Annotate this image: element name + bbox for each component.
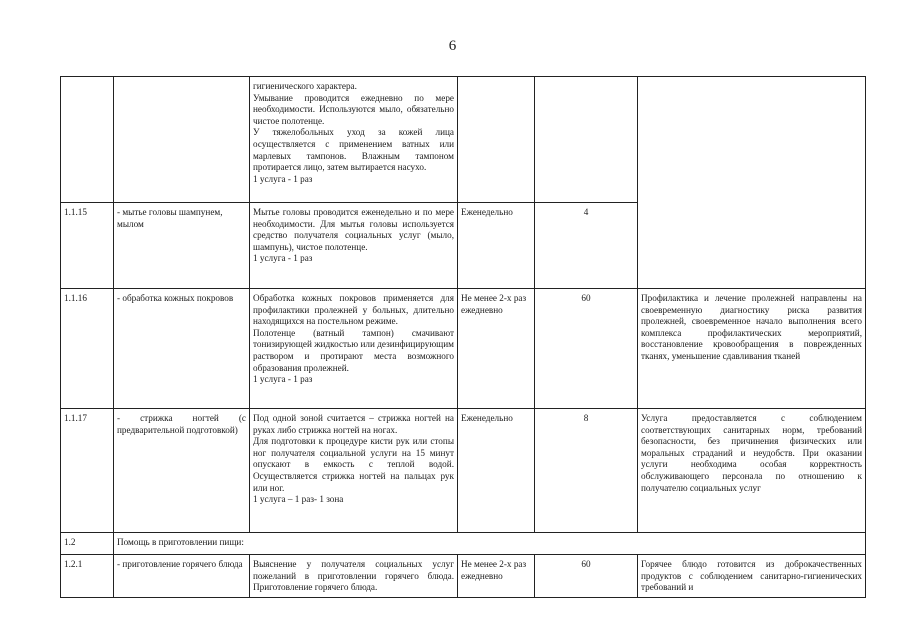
row-code-cell: 1.2 <box>61 533 114 555</box>
row-volume-cell: 8 <box>535 409 638 533</box>
row-name-cell: - мытье головы шампунем, мылом <box>114 203 250 289</box>
description-line: 1 услуга - 1 раз <box>253 374 313 385</box>
description-line: У тяжелобольных уход за кожей лица осуществляется с применением ватных или марлевых тампонов. Влажным тампоном протирается лицо, затем вытирается насухо. <box>253 127 454 173</box>
description-line: Мытье головы проводится еженедельно и по мере необходимости. Для мытья головы используется средство получателя социальных услуг (мыло, шампунь), чистое полотенце. <box>253 207 454 252</box>
row-frequency-cell: Еженедельно <box>458 409 535 533</box>
row-description-cell <box>250 289 458 409</box>
row-description-cell <box>250 203 458 289</box>
row-code-cell: 1.2.1 <box>61 555 114 598</box>
row-name-cell: - обработка кожных покровов <box>114 289 250 409</box>
row-conditions-cell: Профилактика и лечение пролежней направлены на своевременную диагностику риска развития пролежней, своевременное начало выполнения всего комплекса профилактических мероприятий, восстановление кровообращения в поврежденных тканях, уменьшение сдавливания тканей <box>638 289 866 409</box>
description-line: гигиенического характера. <box>253 81 357 91</box>
row-name-cell: - приготовление горячего блюда <box>114 555 250 598</box>
description-line: 1 услуга - 1 раз <box>253 253 313 264</box>
description-line: 1 услуга – 1 раз- 1 зона <box>253 494 344 505</box>
row-conditions-cell: Услуга предоставляется с соблюдением соответствующих санитарных норм, требований безопасности, без причинения физических или моральных страданий и неудобств. При оказании услуги необходима особая корректность обслуживающего персонала по отношению к получателю социальных услуг <box>638 409 866 533</box>
description-line: Для подготовки к процедуре кисти рук или стопы ног получателя социальной услуги на 15 минут опускают в емкость с теплой водой. Осуществляется стрижка ногтей на пальцах рук или ног. <box>253 436 454 493</box>
description-line: Выяснение у получателя социальных услуг пожеланий в приготовлении горячего блюда. Приготовление горячего блюда. <box>253 559 454 593</box>
description-line: Под одной зоной считается – стрижка ногтей на руках либо стрижка ногтей на ногах. <box>253 413 454 435</box>
row-frequency-cell <box>458 77 535 203</box>
table-row <box>61 77 866 203</box>
row-name-cell: - стрижка ногтей (с предварительной подготовкой) <box>114 409 250 533</box>
row-conditions-cell: Горячее блюдо готовится из доброкачественных продуктов с соблюдением санитарно-гигиенических требований и <box>638 555 866 598</box>
description-line: Умывание проводится ежедневно по мере необходимости. Используются мыло, обязательно чистое полотенце. <box>253 92 454 126</box>
description-line: Обработка кожных покровов применяется для профилактики пролежней у больных, длительно находящихся на постельном режиме. <box>253 293 454 327</box>
row-frequency-cell: Не менее 2-х раз ежедневно <box>458 289 535 409</box>
services-table <box>60 76 866 598</box>
row-code-cell: 1.1.16 <box>61 289 114 409</box>
row-name-cell <box>114 77 250 203</box>
table-row <box>61 533 866 555</box>
row-conditions-cell <box>638 77 866 289</box>
row-code-cell: 1.1.17 <box>61 409 114 533</box>
row-code-cell: 1.1.15 <box>61 203 114 289</box>
row-frequency-cell: Еженедельно <box>458 203 535 289</box>
page-number: 6 <box>448 38 457 54</box>
row-frequency-cell: Не менее 2-х раз ежедневно <box>458 555 535 598</box>
section-title-cell: Помощь в приготовлении пищи: <box>114 533 866 555</box>
row-volume-cell: 4 <box>535 203 638 289</box>
row-volume-cell: 60 <box>535 289 638 409</box>
table-row <box>61 409 866 533</box>
description-line: Полотенце (ватный тампон) смачивают тонизирующей жидкостью или дезинфицирующим раствором и протирают места возможного образования пролежней. <box>253 327 454 373</box>
row-volume-cell <box>535 77 638 203</box>
row-volume-cell: 60 <box>535 555 638 598</box>
description-line: 1 услуга - 1 раз <box>253 173 313 184</box>
row-description-cell <box>250 77 458 203</box>
row-code-cell <box>61 77 114 203</box>
table-row <box>61 289 866 409</box>
row-description-cell <box>250 409 458 533</box>
row-description-cell <box>250 555 458 598</box>
table-row <box>61 555 866 598</box>
